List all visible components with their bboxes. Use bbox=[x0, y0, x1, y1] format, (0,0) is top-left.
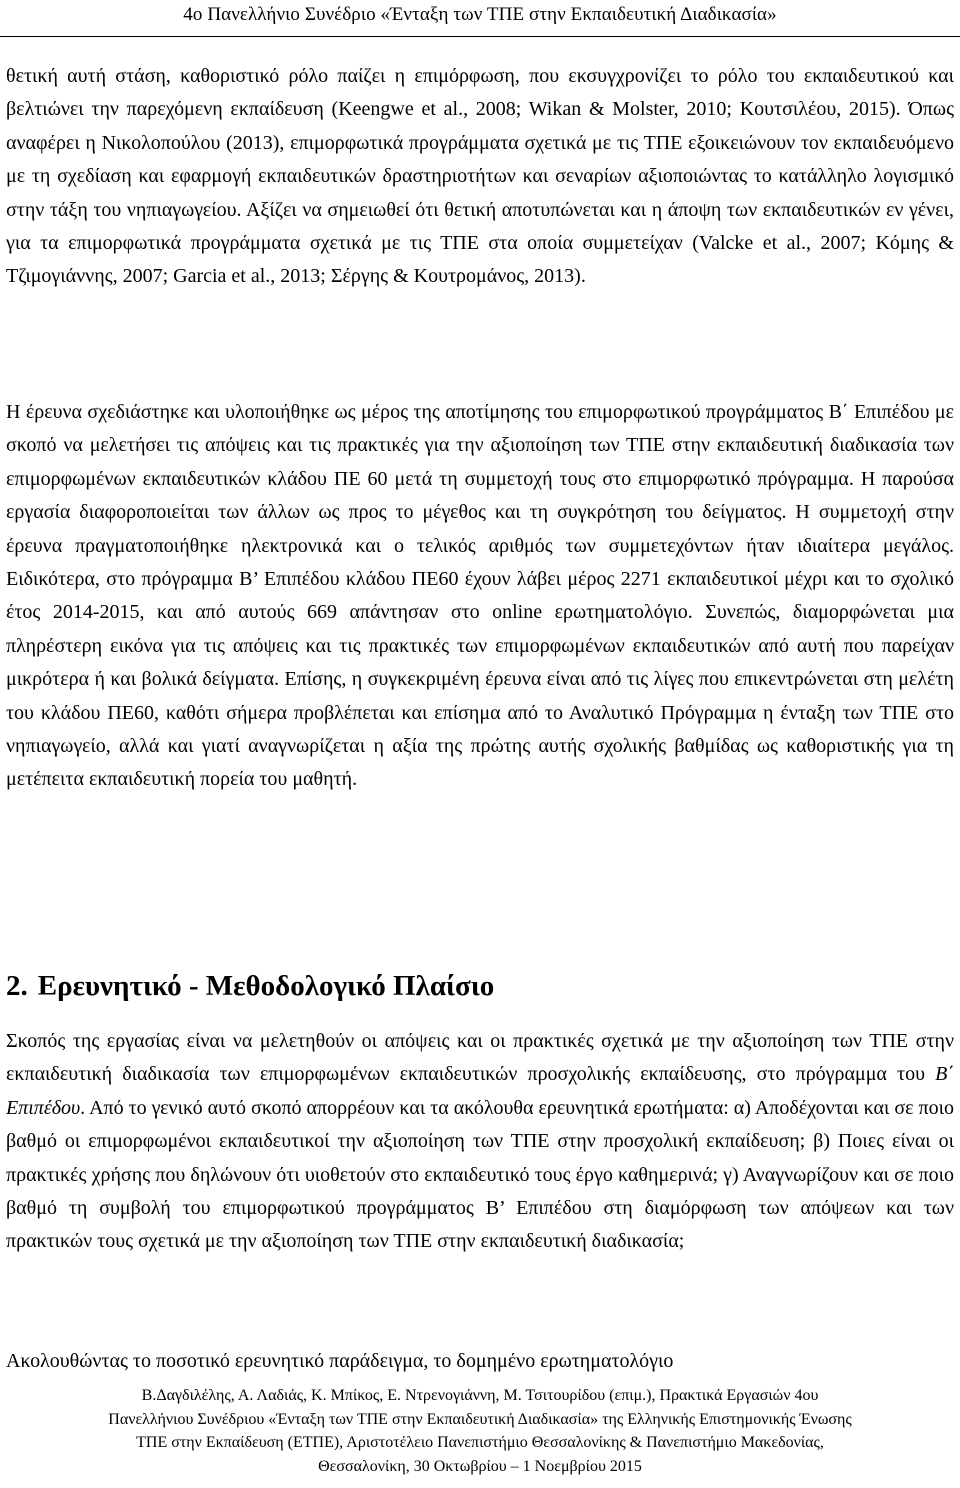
paragraph-2-part-a: Η έρευνα σχεδιάστηκε και υλοποιήθηκε ως μέρος της αποτίμησης του επιμορφωτικού προγράμματος Β΄ Επιπέδου με σκοπό να μελετήσει τις απόψεις και τις πρακτικές για την αξιοποίηση των ΤΠΕ στην εκπαιδευτική διαδικασία των επιμορφωμένων εκπαιδευτικών κλάδου ΠΕ 60 μετά τη συμμετοχή τους στο επιμορφωτικό πρόγραμμα. bbox=[6, 401, 954, 490]
header-divider bbox=[0, 36, 960, 37]
paragraph-4 bbox=[6, 1345, 954, 1378]
paragraph-3-italic: Β΄ Επιπέδου bbox=[6, 1063, 954, 1119]
paragraph-3 bbox=[6, 1025, 954, 1259]
paragraph-3-part-b: . Από το γενικό αυτό σκοπό απορρέουν και τα ακόλουθα ερευνητικά ερωτήματα: α) Αποδέχονται και σε ποιο βαθμό οι επιμορφωμένοι εκπαιδευτικοί την αξιοποίηση των ΤΠΕ στην προσχολική εκπαίδευση; β) Ποιες είναι οι πρακτικές χρήσης που δηλώνουν ότι υιοθετούν στο εκπαιδευτικό τους έργο καθημερινά; γ) Αναγνωρίζουν και σε ποιο βαθμό τη συμβολή του επιμορφωτικού προγράμματος Β’ Επιπέδου στη διαμόρφωση των απόψεων και των πρακτικών τους σχετικά με την αξιοποίηση των ΤΠΕ στην εκπαιδευτική διαδικασία; bbox=[6, 1096, 954, 1253]
footer-line-3: ΤΠΕ στην Εκπαίδευση (ΕΤΠΕ), Αριστοτέλειο Πανεπιστήμιο Θεσσαλονίκης & Πανεπιστήμιο Μακεδονίας, bbox=[136, 1434, 824, 1451]
paragraph-1-part-b: Αξίζει να σημειωθεί ότι θετική αποτυπώνεται και η άποψη των εκπαιδευτικών εν γένει, για τα επιμορφωτικά προγράμματα σχετικά με τις ΤΠΕ στα οποία συμμετείχαν (Valcke et al., 2007; Κόμης & Τζιμογιάννης, 2007; Garcia et al., 2013; Σέργης & Κουτρομάνος, 2013). bbox=[6, 198, 955, 288]
footer-line-1: Β.Δαγδιλέλης, Α. Λαδιάς, Κ. Μπίκος, Ε. Ντρενογιάννη, Μ. Τσιτουρίδου (επιμ.), Πρακτικά Εργασιών 4ου bbox=[141, 1387, 819, 1404]
paragraph-2 bbox=[6, 396, 954, 797]
paragraph-1 bbox=[6, 60, 954, 294]
running-header bbox=[0, 0, 960, 36]
paragraph-2-part-b: Η παρούσα εργασία διαφοροποιείται των άλλων ως προς το μέγεθος και τη συγκρότηση του δείγματος. Η συμμετοχή στην έρευνα πραγματοποιήθηκε ηλεκτρονικά και ο τελικός αριθμός των συμμετεχόντων ήταν ιδιαίτερα μεγάλος. Ειδικότερα, στο πρόγραμμα Β’ Επιπέδου κλάδου ΠΕ60 έχουν λάβει μέρος 2271 εκπαιδευτικοί μέχρι και το σχολικό έτος 2014-2015, και από αυτούς 669 απάντησαν στο online ερωτηματολόγιο. Συνεπώς, διαμορφώνεται μια πληρέστερη εικόνα για τις απόψεις και τις πρακτικές των επιμορφωμένων εκπαιδευτικών από αυτή που παρείχαν μικρότερα ή και βολικά δείγματα. Επίσης, η συγκεκριμένη έρευνα είναι από τις λίγες που επικεντρώνεται στη μελέτη του κλάδου ΠΕ60, καθότι σήμερα προβλέπεται και επίσημα από το Αναλυτικό Πρόγραμμα η ένταξη των ΤΠΕ στο νηπιαγωγείο, αλλά και γιατί αναγνωρίζεται η αξία της πρώτης αυτής σχολικής βαθμίδας ως καθοριστικής για τη μετέπειτα εκπαιδευτική πορεία του μαθητή. bbox=[6, 467, 955, 791]
paragraph-1-part-a: θετική αυτή στάση, καθοριστικό ρόλο παίζει η επιμόρφωση, που εκσυγχρονίζει το ρόλο του εκπαιδευτικού και βελτιώνει την παρεχόμενη εκπαίδευση (Keengwe et al., 2008; Wikan & Molster, 2010; Κουτσιλέου, 2015). Όπως αναφέρει η Νικολοπούλου (2013), επιμορφωτικά προγράμματα σχετικά με τις ΤΠΕ εξοικειώνουν τον εκπαιδευόμενο με τη σχεδίαση και εφαρμογή εκπαιδευτικών δραστηριοτήτων και σεναρίων αξιοποιώντας το κατάλληλο λογισμικό στην τάξη του νηπιαγωγείου. bbox=[6, 65, 954, 221]
footer-line-2: Πανελλήνιου Συνέδριου «Ένταξη των ΤΠΕ στην Εκπαιδευτική Διαδικασία» της Ελληνικής Επιστημονικής Ένωσης bbox=[108, 1410, 852, 1428]
paragraph-4-text: Ακολουθώντας το ποσοτικό ερευνητικό παράδειγμα, το δομημένο ερωτηματολόγιο bbox=[6, 1350, 674, 1372]
page-footer bbox=[0, 1384, 960, 1478]
running-title: 4ο Πανελλήνιο Συνέδριο «Ένταξη των ΤΠΕ στην Εκπαιδευτική Διαδικασία» bbox=[183, 4, 777, 25]
footer-line-4: Θεσσαλονίκη, 30 Οκτωβρίου – 1 Νοεμβρίου 2015 bbox=[318, 1457, 642, 1475]
paragraph-3-part-a: Σκοπός της εργασίας είναι να μελετηθούν οι απόψεις και οι πρακτικές σχετικά με την αξιοποίηση των ΤΠΕ στην εκπαιδευτική διαδικασία των επιμορφωμένων εκπαιδευτικών προσχολικής εκπαίδευσης, στο πρόγραμμα του bbox=[6, 1030, 954, 1086]
section-number: 2. bbox=[6, 970, 28, 1002]
section-title: Ερευνητικό - Μεθοδολογικό Πλαίσιο bbox=[37, 970, 495, 1002]
section-heading bbox=[6, 968, 494, 1004]
